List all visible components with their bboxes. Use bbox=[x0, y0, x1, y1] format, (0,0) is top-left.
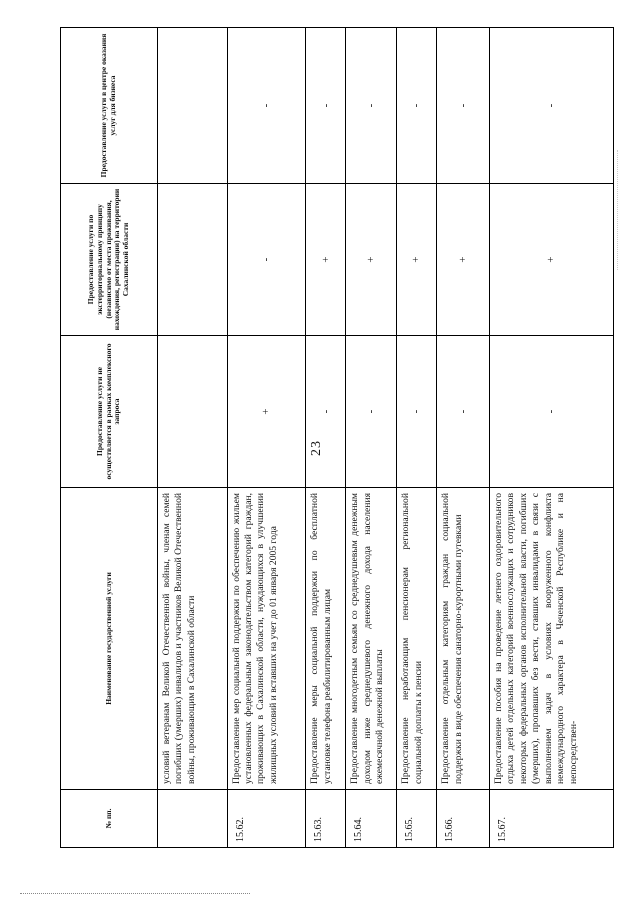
row-complex-mark bbox=[158, 336, 228, 488]
row-number: 15.63. bbox=[306, 790, 346, 848]
row-complex-mark: + bbox=[227, 336, 306, 488]
row-business-mark: - bbox=[437, 28, 490, 184]
row-business-mark: - bbox=[346, 28, 397, 184]
row-extraterritorial-mark: + bbox=[437, 184, 490, 336]
services-table bbox=[60, 27, 614, 848]
header-num: № пп. bbox=[61, 790, 158, 848]
table-row bbox=[227, 28, 306, 848]
row-extraterritorial-mark: + bbox=[306, 184, 346, 336]
row-complex-mark: - bbox=[437, 336, 490, 488]
header-complex-request: Предоставление услуги не осуществляется в рамках комплексного запроса bbox=[61, 336, 158, 488]
page-number: 23 bbox=[309, 440, 324, 456]
services-table-container bbox=[60, 28, 614, 848]
row-business-mark: - bbox=[397, 28, 437, 184]
row-complex-mark: - bbox=[489, 336, 613, 488]
table-row bbox=[158, 28, 228, 848]
row-business-mark: - bbox=[227, 28, 306, 184]
row-service-name: Предоставление неработающим пенсионерам региональной социальной доплаты к пенсии bbox=[397, 488, 437, 790]
row-number: 15.67. bbox=[489, 790, 613, 848]
header-extraterritorial: Предоставление услуги по экстерриториальному принципу (независимо от места проживания, нахождения, регистрации) на территории Сахалинской области bbox=[61, 184, 158, 336]
row-service-name: Предоставление мер социальной поддержки по обеспечению жильем установленных федеральным законодательством категорий граждан, проживающих в Сахалинской области, нуждающихся в улучшении жилищных условий и вставших на учет до 01 января 2005 года bbox=[227, 488, 306, 790]
scan-margin-tick bbox=[617, 150, 618, 270]
table-row bbox=[306, 28, 346, 848]
row-service-name: Предоставление меры социальной поддержки по бесплатной установке телефона реабилитированным лицам bbox=[306, 488, 346, 790]
row-extraterritorial-mark bbox=[158, 184, 228, 336]
row-business-mark: - bbox=[306, 28, 346, 184]
row-business-mark: - bbox=[489, 28, 613, 184]
row-service-name: Предоставление многодетным семьям со среднедушевым денежным доходом ниже среднедушевого денежного дохода населения ежемесячной денежной выплаты bbox=[346, 488, 397, 790]
row-complex-mark: - bbox=[306, 336, 346, 488]
row-number: 15.64. bbox=[346, 790, 397, 848]
row-complex-mark: - bbox=[346, 336, 397, 488]
row-service-name: Предоставление отдельным категориям граждан социальной поддержки в виде обеспечения санаторно-курортными путевками bbox=[437, 488, 490, 790]
row-number: 15.66. bbox=[437, 790, 490, 848]
row-service-name: Предоставление пособия на проведение летнего оздоровительного отдыха детей отдельных категорий военнослужащих и сотрудников некоторых федеральных органов исполнительной власти, погибших (умерших), пропавших без вести, ставших инвалидами в связи с выполнением задач в условиях вооруженного конфликта немеждународного характера в Чеченской Республике и на непосредствен- bbox=[489, 488, 613, 790]
header-service-name: Наименование государственной услуги bbox=[61, 488, 158, 790]
table-row bbox=[346, 28, 397, 848]
row-extraterritorial-mark: + bbox=[397, 184, 437, 336]
header-business-center: Предоставление услуги в центре оказания услуг для бизнеса bbox=[61, 28, 158, 184]
row-extraterritorial-mark: + bbox=[346, 184, 397, 336]
table-row bbox=[489, 28, 613, 848]
row-extraterritorial-mark: - bbox=[227, 184, 306, 336]
table-header-row bbox=[61, 28, 158, 848]
row-number: 15.65. bbox=[397, 790, 437, 848]
row-number bbox=[158, 790, 228, 848]
row-extraterritorial-mark: + bbox=[489, 184, 613, 336]
table-row bbox=[437, 28, 490, 848]
scan-margin-line bbox=[20, 893, 250, 894]
table-row bbox=[397, 28, 437, 848]
row-service-name: условий ветеранам Великой Отечественной войны, членам семей погибших (умерших) инвалидов и участников Великой Отечественной войны, проживающим в Сахалинской области bbox=[158, 488, 228, 790]
row-number: 15.62. bbox=[227, 790, 306, 848]
row-complex-mark: - bbox=[397, 336, 437, 488]
row-business-mark bbox=[158, 28, 228, 184]
